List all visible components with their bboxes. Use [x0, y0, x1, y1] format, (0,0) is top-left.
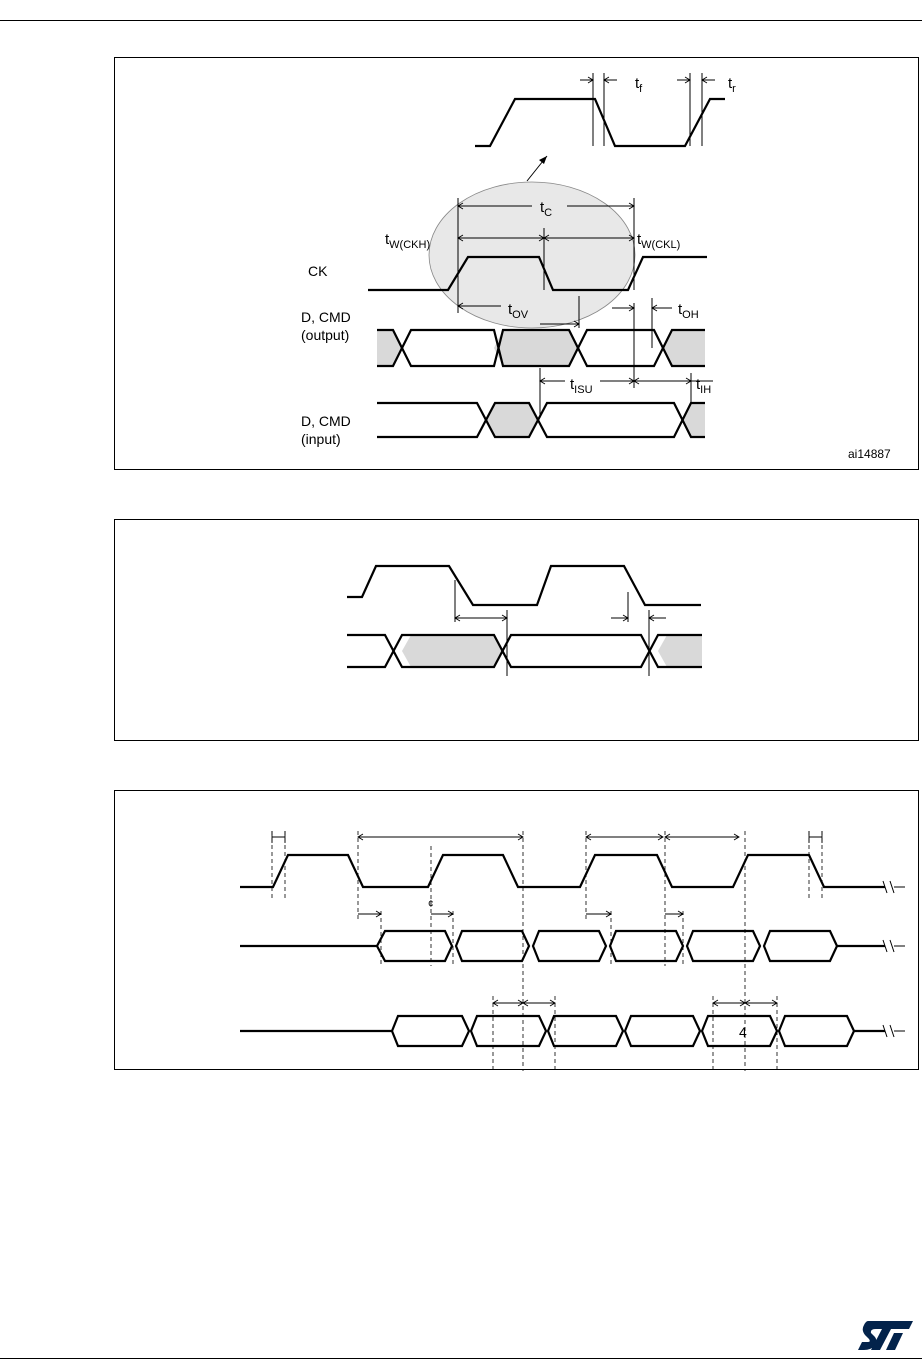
output-data-bus	[240, 931, 885, 961]
high-time-arrow	[586, 834, 663, 840]
simplified-timing-figure	[114, 519, 919, 741]
hold-arrow-1	[523, 1000, 555, 1006]
header-rule	[0, 20, 922, 21]
hold-arrow-2	[745, 1000, 777, 1006]
figure-id: ai14887	[848, 447, 891, 461]
small-mark: ¢	[428, 899, 434, 910]
output-delay-arrow-4	[665, 911, 683, 917]
clock-waveform	[240, 855, 885, 887]
twckh-label: $t_{W(CKH)}$	[385, 231, 431, 251]
setup-arrow-2	[713, 1000, 745, 1006]
footer-rule	[0, 1358, 922, 1359]
hold-arrow-left	[611, 615, 628, 621]
break-mark-clock	[883, 881, 894, 893]
tc-label: $t_C$	[540, 199, 553, 219]
tih-label: $t_{IH}$	[696, 376, 712, 396]
clock-period-arrow	[358, 834, 523, 840]
low-time-arrow	[665, 834, 739, 840]
rise-time-arrow	[272, 831, 285, 843]
tr-label: $t_r$	[728, 75, 736, 95]
clock-waveform	[347, 566, 701, 605]
edge-detail-waveform	[475, 99, 725, 146]
dcmd-output-label-2: (output)	[301, 327, 350, 343]
twckl-label: $t_{W(CKL)}$	[637, 231, 681, 251]
tov-label: $t_{OV}$	[508, 301, 529, 321]
output-delay-arrow-1	[358, 911, 381, 917]
simplified-timing-diagram	[115, 520, 920, 742]
toh-label: $t_{OH}$	[678, 301, 699, 321]
ck-signal-label: CK	[308, 263, 328, 279]
dcmd-input-label-2: (input)	[301, 431, 341, 447]
output-delay-arrow-2	[431, 911, 453, 917]
bus-label: 4	[739, 1024, 747, 1040]
break-mark-input	[883, 1025, 894, 1037]
dcmd-output-label-1: D, CMD	[301, 309, 351, 325]
multi-cycle-timing-diagram	[115, 791, 920, 1071]
delay-arrow-1	[455, 615, 507, 621]
hold-arrow-right	[649, 615, 666, 621]
dcmd-input-waveform	[377, 403, 705, 437]
tisu-label: $t_{ISU}$	[570, 376, 593, 396]
sdio-timing-diagram	[115, 58, 920, 471]
multi-cycle-timing-figure	[114, 790, 919, 1070]
fall-time-arrow	[809, 831, 822, 843]
dcmd-output-waveform	[377, 330, 705, 366]
tf-label: $t_f$	[635, 75, 643, 95]
sdio-timing-figure	[114, 57, 919, 470]
setup-arrow-1	[493, 1000, 523, 1006]
break-mark-output	[883, 940, 894, 952]
dcmd-input-label-1: D, CMD	[301, 413, 351, 429]
output-delay-arrow-3	[586, 911, 611, 917]
input-data-bus	[240, 1016, 885, 1046]
st-logo	[858, 1319, 914, 1352]
